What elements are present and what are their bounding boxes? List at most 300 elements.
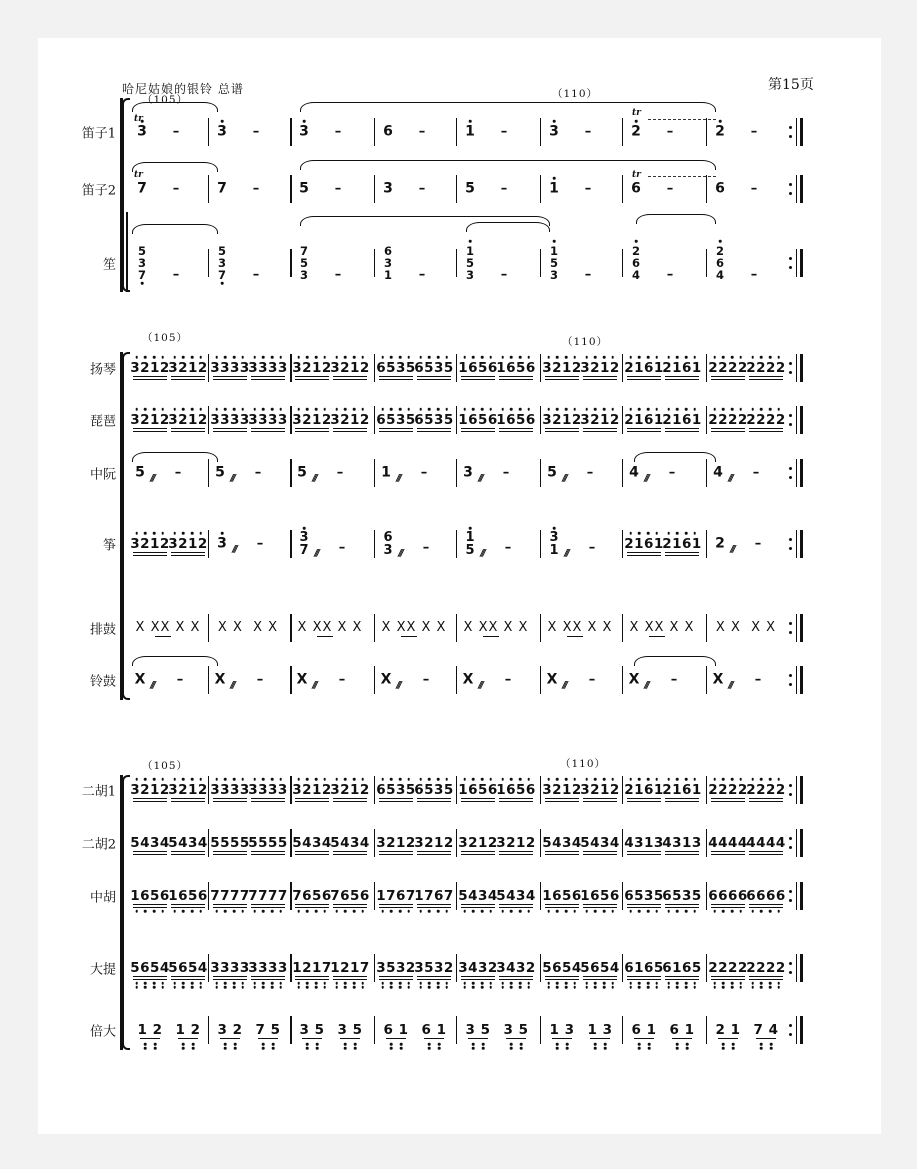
- octave-dot: [224, 408, 227, 411]
- beam: [749, 851, 783, 852]
- octave-dot: [668, 408, 671, 411]
- beam: [627, 801, 661, 802]
- beam: [627, 552, 661, 553]
- beam: [749, 431, 783, 432]
- barline: [208, 459, 209, 487]
- octave-dot: [676, 408, 679, 411]
- octave-dot: [586, 356, 589, 359]
- octave-dot: [216, 356, 219, 359]
- bass-pair: 7 5: [255, 1022, 281, 1038]
- octave-dot: [472, 408, 475, 411]
- octave-dot: [594, 408, 597, 411]
- bass-pair: 6 1: [421, 1022, 447, 1038]
- octave-dot: [556, 778, 559, 781]
- beam: [665, 851, 699, 852]
- sustain-dash: –: [750, 181, 758, 197]
- beam: [545, 376, 579, 377]
- final-barline: [800, 459, 803, 487]
- note: 1: [381, 464, 391, 481]
- octave-dot: [192, 1047, 195, 1050]
- octave-dot: [161, 910, 164, 913]
- note: 5: [547, 464, 557, 481]
- octave-dot: [382, 408, 385, 411]
- beam: [133, 979, 167, 980]
- octave-dot: [519, 910, 522, 913]
- beam: [627, 376, 661, 377]
- octave-dot: [752, 982, 755, 985]
- rest-x: X: [462, 671, 474, 688]
- octave-dot: [174, 778, 177, 781]
- sixteenth-group: 2161: [662, 536, 702, 552]
- beam: [499, 851, 533, 852]
- octave-dot: [154, 1047, 157, 1050]
- beam: [379, 851, 413, 852]
- octave-dot: [510, 986, 513, 989]
- sixteenth-group: 1656: [168, 888, 208, 904]
- sixteenth-group: 1656: [496, 360, 536, 376]
- system-brace: [122, 352, 130, 700]
- octave-dot: [390, 408, 393, 411]
- instrument-label-sheng: 笙: [102, 257, 116, 273]
- octave-dot: [770, 1043, 773, 1046]
- octave-dot: [752, 356, 755, 359]
- beam: [749, 979, 783, 980]
- octave-dot: [399, 986, 402, 989]
- octave-dot: [469, 120, 472, 123]
- sixteenth-group: 3432: [458, 960, 498, 976]
- octave-dot: [668, 356, 671, 359]
- note: 1: [465, 123, 475, 140]
- barline: [374, 954, 375, 982]
- octave-dot: [553, 240, 556, 243]
- octave-dot: [336, 408, 339, 411]
- sixteenth-group: 6165: [624, 960, 664, 976]
- octave-dot: [336, 910, 339, 913]
- octave-dot: [254, 910, 257, 913]
- tremolo-mark: ///: [150, 681, 154, 691]
- beam: [749, 798, 783, 799]
- octave-dot: [382, 778, 385, 781]
- barline: [208, 666, 209, 694]
- octave-dot: [769, 356, 772, 359]
- slur: [634, 656, 716, 666]
- chord: 2 6 4: [631, 244, 641, 282]
- octave-dot: [262, 356, 265, 359]
- octave-dot: [136, 356, 139, 359]
- octave-dot: [594, 910, 597, 913]
- octave-dot: [407, 408, 410, 411]
- sustain-dash: –: [172, 181, 180, 197]
- beam: [756, 1038, 776, 1039]
- octave-dot: [136, 986, 139, 989]
- octave-dot: [407, 982, 410, 985]
- beam: [665, 428, 699, 429]
- beam: [665, 798, 699, 799]
- sixteenth-group: 2222: [746, 782, 786, 798]
- beam: [417, 376, 451, 377]
- barline: [540, 882, 541, 910]
- beam: [627, 907, 661, 908]
- sustain-dash: –: [172, 124, 180, 140]
- octave-dot: [262, 1043, 265, 1046]
- octave-dot: [182, 1043, 185, 1046]
- beam: [468, 1038, 488, 1039]
- octave-dot: [336, 982, 339, 985]
- sixteenth-group: 5434: [496, 888, 536, 904]
- barline: [374, 829, 375, 857]
- octave-dot: [191, 986, 194, 989]
- note: 5: [299, 180, 309, 197]
- barline: [622, 406, 623, 434]
- octave-dot: [676, 1043, 679, 1046]
- octave-dot: [502, 910, 505, 913]
- tremolo-mark: ///: [150, 474, 154, 484]
- page-number: 第15页: [768, 77, 814, 93]
- octave-dot: [144, 910, 147, 913]
- octave-dot: [556, 982, 559, 985]
- instrument-label-zhonghu: 中胡: [89, 890, 116, 906]
- octave-dot: [630, 986, 633, 989]
- octave-dot: [353, 356, 356, 359]
- barline: [706, 530, 707, 558]
- octave-dot: [428, 356, 431, 359]
- bass-pair: 1 3: [549, 1022, 575, 1038]
- octave-dot: [655, 986, 658, 989]
- beam: [545, 854, 579, 855]
- chord: 3 7: [299, 530, 309, 558]
- octave-dot: [655, 532, 658, 535]
- octave-dot: [344, 778, 347, 781]
- beam: [333, 801, 367, 802]
- octave-dot: [519, 408, 522, 411]
- octave-dot: [556, 356, 559, 359]
- beam: [583, 798, 617, 799]
- beam: [567, 636, 583, 637]
- sixteenth-group: 3212: [292, 782, 332, 798]
- octave-dot: [306, 986, 309, 989]
- octave-dot: [481, 778, 484, 781]
- octave-dot: [648, 1047, 651, 1050]
- beam: [379, 979, 413, 980]
- bass-pair: 6 1: [669, 1022, 695, 1038]
- beam: [583, 854, 617, 855]
- sixteenth-group: 1656: [458, 412, 498, 428]
- sixteenth-group: 7777: [210, 888, 250, 904]
- beam: [749, 904, 783, 905]
- drum-pattern: X XX X X: [297, 620, 363, 635]
- beam: [379, 376, 413, 377]
- instrument-label-beida: 倍大: [89, 1024, 116, 1040]
- beam: [417, 907, 451, 908]
- beam: [133, 907, 167, 908]
- octave-dot: [722, 982, 725, 985]
- beam: [749, 428, 783, 429]
- octave-dot: [685, 778, 688, 781]
- octave-dot: [144, 1047, 147, 1050]
- beam: [545, 904, 579, 905]
- beam: [417, 976, 451, 977]
- sustain-dash: –: [504, 672, 512, 688]
- octave-dot: [489, 986, 492, 989]
- octave-dot: [161, 532, 164, 535]
- octave-dot: [693, 356, 696, 359]
- octave-dot: [323, 982, 326, 985]
- octave-dot: [216, 982, 219, 985]
- instrument-label-zhongruan: 中阮: [89, 467, 116, 483]
- final-barline: [800, 614, 803, 642]
- beam: [417, 854, 451, 855]
- sixteenth-group: 1656: [458, 360, 498, 376]
- note: 6: [631, 180, 641, 197]
- octave-dot: [344, 910, 347, 913]
- octave-dot: [428, 986, 431, 989]
- octave-dot: [361, 982, 364, 985]
- beam: [213, 801, 247, 802]
- octave-dot: [224, 778, 227, 781]
- bass-pair: 1 2: [175, 1022, 201, 1038]
- sixteenth-group: 3432: [496, 960, 536, 976]
- sixteenth-group: 1767: [376, 888, 416, 904]
- sixteenth-group: 2161: [662, 360, 702, 376]
- octave-dot: [553, 177, 556, 180]
- note: 2: [715, 535, 725, 552]
- octave-dot: [752, 910, 755, 913]
- sixteenth-group: 1656: [458, 782, 498, 798]
- final-barline: [800, 175, 803, 203]
- octave-dot: [279, 910, 282, 913]
- octave-dot: [489, 778, 492, 781]
- beam: [545, 379, 579, 380]
- octave-dot: [298, 986, 301, 989]
- sixteenth-group: 3212: [130, 412, 170, 428]
- sixteenth-group: 3212: [168, 536, 208, 552]
- sixteenth-group: 6535: [376, 412, 416, 428]
- beam: [461, 379, 495, 380]
- octave-dot: [420, 910, 423, 913]
- chord: 1 5: [465, 530, 475, 558]
- chord: 5 3 7: [217, 244, 227, 282]
- octave-dot: [279, 982, 282, 985]
- octave-dot: [315, 408, 318, 411]
- octave-dot: [519, 986, 522, 989]
- octave-dot: [353, 986, 356, 989]
- octave-dot: [732, 1047, 735, 1050]
- beam: [627, 431, 661, 432]
- octave-dot: [655, 778, 658, 781]
- octave-dot: [390, 910, 393, 913]
- beam: [665, 552, 699, 553]
- beam: [333, 979, 367, 980]
- octave-dot: [611, 910, 614, 913]
- repeat-sign: [789, 257, 793, 271]
- bass-pair: 7 4: [753, 1022, 779, 1038]
- sustain-dash: –: [338, 540, 346, 556]
- beam: [133, 431, 167, 432]
- rest-x: X: [712, 671, 724, 688]
- beam: [461, 904, 495, 905]
- octave-dot: [638, 910, 641, 913]
- octave-dot: [638, 1043, 641, 1046]
- octave-dot: [428, 982, 431, 985]
- sustain-dash: –: [750, 124, 758, 140]
- barline: [374, 882, 375, 910]
- barline: [208, 530, 209, 558]
- final-barline: [800, 776, 803, 804]
- repeat-sign: [789, 837, 793, 851]
- beam: [461, 428, 495, 429]
- octave-dot: [464, 982, 467, 985]
- sixteenth-group: 2161: [624, 412, 664, 428]
- octave-dot: [548, 986, 551, 989]
- sixteenth-group: 3532: [376, 960, 416, 976]
- sixteenth-group: 1656: [496, 412, 536, 428]
- octave-dot: [272, 1043, 275, 1046]
- octave-dot: [437, 910, 440, 913]
- octave-dot: [182, 982, 185, 985]
- octave-dot: [685, 982, 688, 985]
- sixteenth-group: 5434: [292, 835, 332, 851]
- beam: [665, 976, 699, 977]
- sustain-dash: –: [586, 465, 594, 481]
- instrument-label-erhu1: 二胡1: [81, 784, 116, 800]
- final-barline: [800, 882, 803, 910]
- octave-dot: [594, 982, 597, 985]
- slur: [132, 452, 218, 462]
- barline: [208, 354, 209, 382]
- beam: [590, 1038, 610, 1039]
- octave-dot: [638, 982, 641, 985]
- octave-dot: [769, 982, 772, 985]
- rest-x: X: [296, 671, 308, 688]
- octave-dot: [719, 240, 722, 243]
- beam: [583, 979, 617, 980]
- measure-number: （110）: [560, 758, 607, 770]
- repeat-sign: [789, 467, 793, 481]
- octave-dot: [668, 986, 671, 989]
- barline: [456, 118, 457, 146]
- octave-dot: [769, 778, 772, 781]
- octave-dot: [770, 1047, 773, 1050]
- beam: [499, 376, 533, 377]
- beam: [627, 979, 661, 980]
- beam: [627, 904, 661, 905]
- sustain-dash: –: [172, 267, 180, 283]
- octave-dot: [216, 408, 219, 411]
- octave-dot: [262, 982, 265, 985]
- octave-dot: [630, 910, 633, 913]
- octave-dot: [136, 408, 139, 411]
- chord: 6 3 1: [383, 244, 393, 282]
- octave-dot: [361, 408, 364, 411]
- octave-dot: [254, 778, 257, 781]
- beam: [295, 907, 329, 908]
- octave-dot: [144, 778, 147, 781]
- octave-dot: [668, 532, 671, 535]
- beam: [711, 801, 745, 802]
- octave-dot: [685, 910, 688, 913]
- barline: [456, 530, 457, 558]
- rest-x: X: [134, 671, 146, 688]
- octave-dot: [199, 986, 202, 989]
- sixteenth-group: 2161: [662, 782, 702, 798]
- barline: [456, 249, 457, 277]
- instrument-label-dati: 大提: [89, 962, 116, 978]
- sixteenth-group: 1767: [414, 888, 454, 904]
- barline: [456, 882, 457, 910]
- octave-dot: [153, 986, 156, 989]
- bass-pair: 3 2: [217, 1022, 243, 1038]
- sixteenth-group: 3333: [248, 412, 288, 428]
- beam: [213, 976, 247, 977]
- octave-dot: [420, 982, 423, 985]
- octave-dot: [502, 982, 505, 985]
- slur: [634, 452, 716, 462]
- octave-dot: [303, 527, 306, 530]
- drum-pattern: X XX X X: [381, 620, 447, 635]
- octave-dot: [464, 408, 467, 411]
- beam: [379, 801, 413, 802]
- octave-dot: [420, 356, 423, 359]
- chord: 6 3: [383, 530, 393, 558]
- sixteenth-group: 3212: [580, 360, 620, 376]
- octave-dot: [630, 982, 633, 985]
- octave-dot: [224, 356, 227, 359]
- octave-dot: [752, 408, 755, 411]
- sustain-dash: –: [500, 124, 508, 140]
- beam: [417, 851, 451, 852]
- beam: [133, 798, 167, 799]
- beam: [461, 854, 495, 855]
- tremolo-mark: ///: [230, 681, 234, 691]
- barline: [374, 354, 375, 382]
- octave-dot: [630, 532, 633, 535]
- octave-dot: [390, 356, 393, 359]
- sixteenth-group: 3212: [130, 782, 170, 798]
- barline: [456, 175, 457, 203]
- octave-dot: [141, 282, 144, 285]
- octave-dot: [573, 910, 576, 913]
- beam: [711, 431, 745, 432]
- beam: [749, 801, 783, 802]
- octave-dot: [739, 356, 742, 359]
- note: 3: [549, 123, 559, 140]
- octave-dot: [144, 356, 147, 359]
- beam: [545, 801, 579, 802]
- octave-dot: [315, 778, 318, 781]
- note: 1: [549, 180, 559, 197]
- octave-dot: [241, 408, 244, 411]
- sixteenth-group: 2161: [624, 782, 664, 798]
- beam: [171, 976, 205, 977]
- beam: [499, 854, 533, 855]
- barline: [540, 829, 541, 857]
- octave-dot: [241, 778, 244, 781]
- octave-dot: [548, 982, 551, 985]
- beam: [213, 379, 247, 380]
- beam: [213, 851, 247, 852]
- barline-end: [796, 776, 797, 804]
- octave-dot: [390, 778, 393, 781]
- drum-pattern: X XX X X: [135, 620, 201, 635]
- rest-x: X: [628, 671, 640, 688]
- barline: [706, 776, 707, 804]
- octave-dot: [556, 408, 559, 411]
- barline-end: [796, 406, 797, 434]
- sixteenth-group: 3212: [330, 782, 370, 798]
- chord: 1 5 3: [549, 244, 559, 282]
- octave-dot: [182, 356, 185, 359]
- beam: [213, 376, 247, 377]
